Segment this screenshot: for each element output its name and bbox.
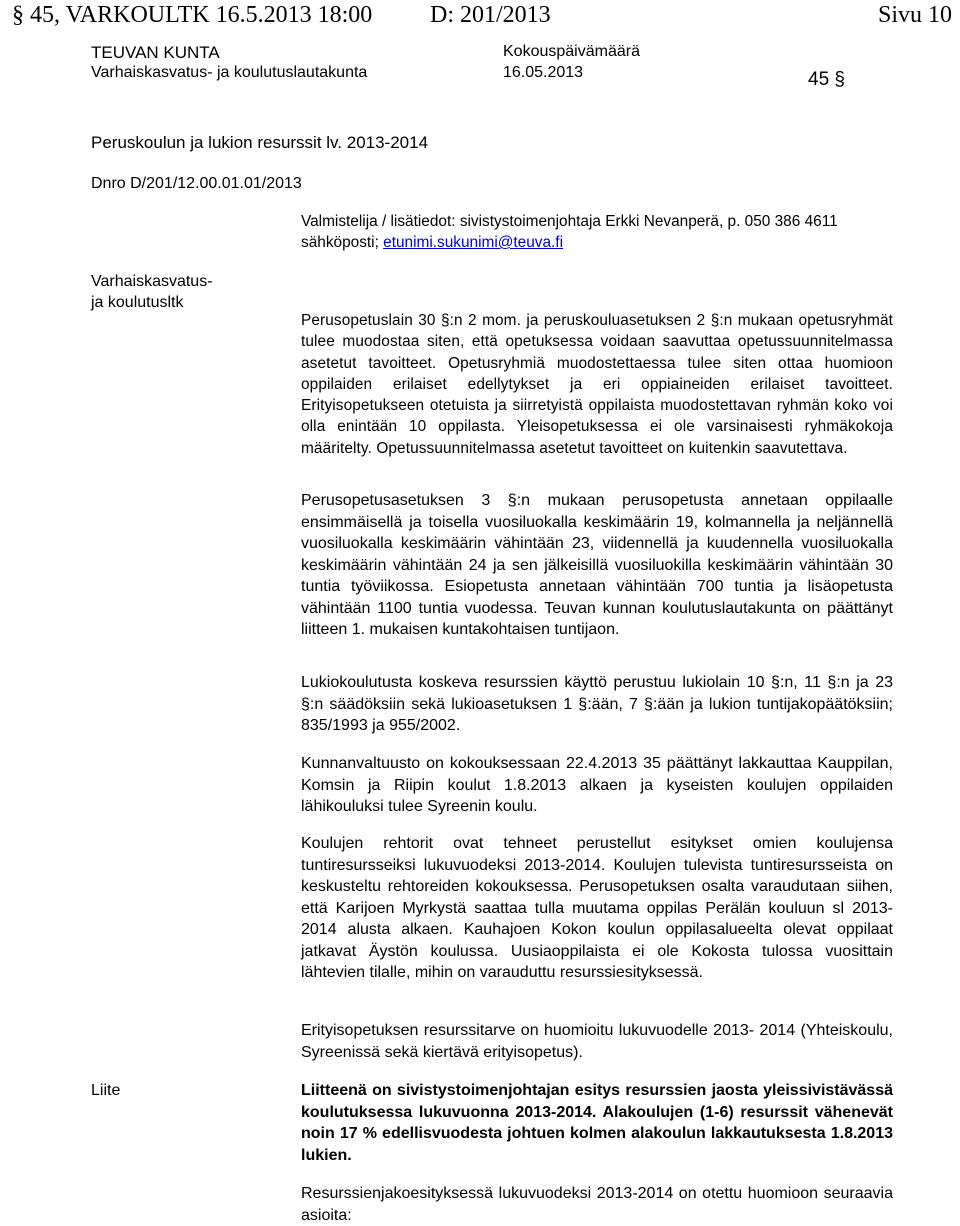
meeting-date: 16.05.2013: [503, 64, 584, 81]
paragraph-2: Perusopetusasetuksen 3 §:n mukaan perusopetusta annetaan oppilaalle ensimmäisellä ja toisella vuosiluokalla keskimäärin 19, kolmannella ja neljännellä vuosiluokalla keskimäärin vähintään 23, viidennellä ja kuudennella vuosiluokalla keskimäärin vähintään 24 ja sen jälkeisillä vuosiluokilla keskimäärin vähintään 30 tuntia työviikossa. Esiopetusta annetaan vähintään 700 tuntia ja lisäopetusta vähintään 1100 tuntia vuodessa. Teuvan kunnan koulutuslautakunta on päättänyt liitteen 1. mukaisen kuntakohtaisen tuntijaon.: [301, 492, 893, 638]
paragraph-8: Resurssienjakoesityksessä lukuvuodeksi 2013-2014 on otettu huomioon seuraavia asioita:: [301, 1185, 893, 1224]
page-header-line: [12, 2, 952, 32]
paragraph-3: Lukiokoulutusta koskeva resurssien käyttö perustuu lukiolain 10 §:n, 11 §:n ja 23 §:n säädöksiin sekä lukioasetuksen 1 §:ään, 7 §:ään ja lukion tuntijakopäätöksiin; 835/1993 ja 955/2002.: [301, 674, 893, 734]
section-number: 45 §: [808, 69, 845, 90]
sidebar-body-line2: ja koulutusltk: [91, 294, 184, 311]
sidebar-body-line1: Varhaiskasvatus-: [91, 273, 213, 290]
page-number: Sivu 10: [877, 2, 952, 28]
date-label: Kokouspäivämäärä: [503, 43, 640, 60]
paragraph-6: Erityisopetuksen resurssitarve on huomioitu lukuvuodelle 2013- 2014 (Yhteiskoulu, Syreenissä sekä kiertävä erityisopetus).: [301, 1022, 893, 1061]
municipality-name: TEUVAN KUNTA: [91, 43, 220, 62]
attachment-label: Liite: [91, 1082, 121, 1099]
email-line: [301, 234, 563, 252]
email-link[interactable]: etunimi.sukunimi@teuva.fi: [383, 234, 564, 251]
paragraph-1: Perusopetuslain 30 §:n 2 mom. ja peruskouluasetuksen 2 §:n mukaan opetusryhmät tulee muodostaa siten, että opetuksessa voidaan saavuttaa opetussuunnitelmassa asetetut tavoitteet. Opetusryhmiä muodostettaessa tulee siten ottaa huomioon oppilaiden erilaiset edellytykset ja eri oppiaineiden erilaiset tavoitteet. Erityisopetukseen otetuista ja siirretyistä oppilaista muodostettavan ryhmän koko voi olla enintään 10 oppilasta. Yleisopetuksessa ei ole varsinaisesti ryhmäkokoja määritelty. Opetussuunnitelmassa asetetut tavoitteet on kuitenkin saavutettava.: [301, 312, 893, 457]
email-label: sähköposti;: [301, 234, 384, 251]
paragraph-7: Liitteenä on sivistystoimenjohtajan esitys resurssien jaosta yleissivistävässä koulutuksessa lukuvuonna 2013-2014. Alakoulujen (1-6) resurssit vähenevät noin 17 % edellisvuodesta johtuen kolmen alakoulun lakkautuksesta 1.8.2013 lukien.: [301, 1082, 893, 1164]
page-title: Peruskoulun ja lukion resurssit lv. 2013-2014: [91, 133, 429, 152]
section-reference: § 45, VARKOULTK 16.5.2013 18:00: [12, 2, 373, 28]
sidebar-body-label: [91, 271, 213, 313]
diary-number: D: 201/2013: [430, 2, 551, 28]
paragraph-4: Kunnanvaltuusto on kokouksessaan 22.4.2013 35 päättänyt lakkauttaa Kauppilan, Komsin ja Riipin koulut 1.8.2013 alkaen ja kyseisten koulujen oppilaiden lähikouluksi tulee Syreenin koulu.: [301, 755, 893, 815]
paragraph-5: Koulujen rehtorit ovat tehneet perustellut esitykset omien koulujensa tuntiresursseiksi lukuvuodeksi 2013-2014. Koulujen tulevista tuntiresursseista on keskusteltu rehtoreiden kokouksessa. Perusopetuksen osalta varaudutaan siihen, että Karijoen Myrkystä saattaa tulla muutama oppilas Perälän kouluun sl 2013-2014 alusta alkaen. Kauhajoen Kokon koulun oppilasalueelta olevat oppilaat jatkavat Äystön koulussa. Uusiaoppilaista ei ole Kokosta tulossa vuosittain lähtevien tilalle, mihin on varauduttu resurssiesityksessä.: [301, 835, 893, 981]
board-name: Varhaiskasvatus- ja koulutuslautakunta: [91, 64, 368, 81]
dnro: Dnro D/201/12.00.01.01/2013: [91, 175, 302, 192]
preparer-info: Valmistelija / lisätiedot: sivistystoimenjohtaja Erkki Nevanperä, p. 050 386 4611: [301, 213, 838, 230]
